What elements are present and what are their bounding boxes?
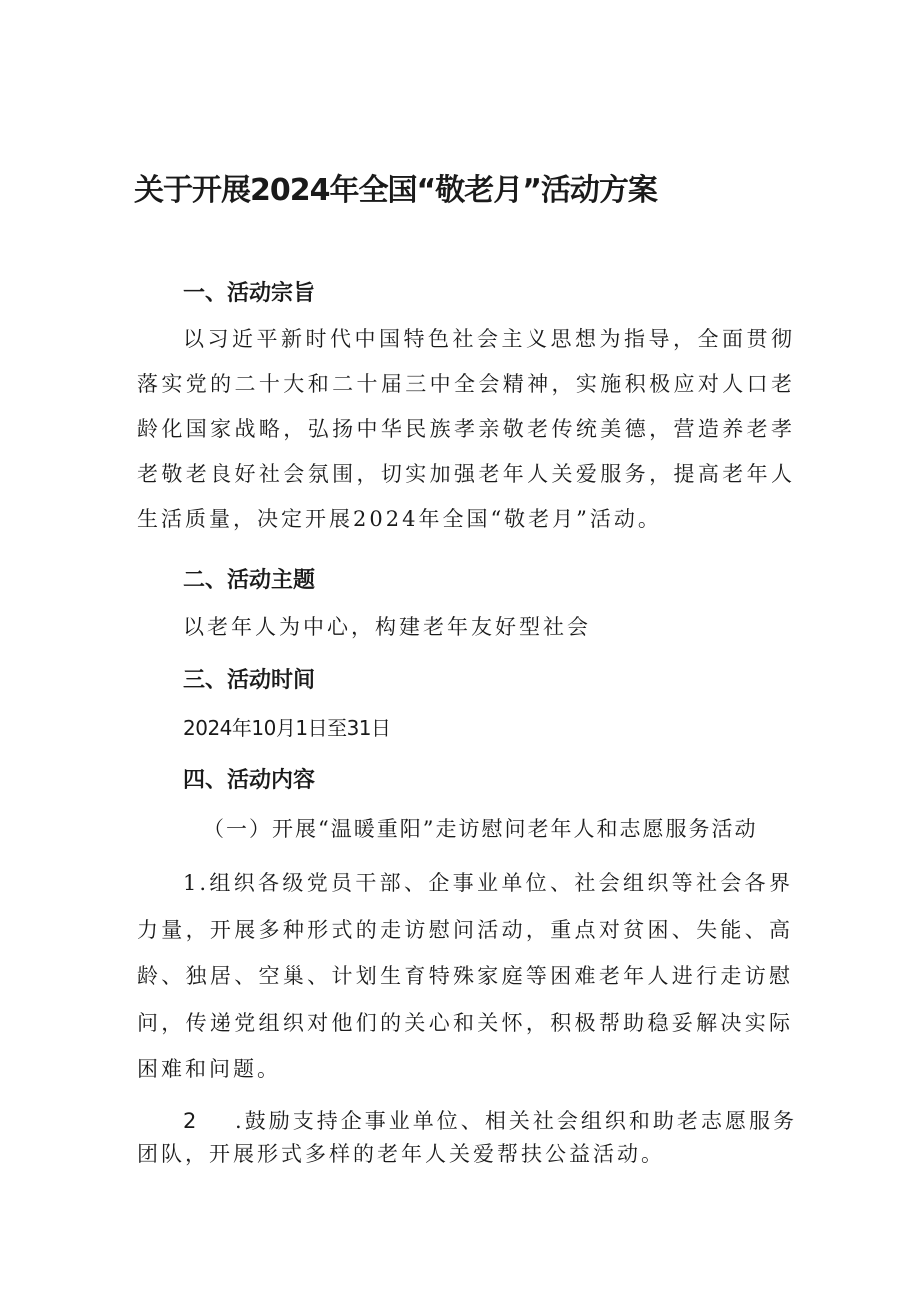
content-item-1: 1.组织各级党员干部、企事业单位、社会组织等社会各界力量，开展多种形式的走访慰问活动，重点对贫困、失能、高龄、独居、空巢、计划生育特殊家庭等困难老年人进行走访慰问，传递党组织对他们的关心和关怀，积极帮助稳妥解决实际困难和问题。 bbox=[137, 871, 793, 1081]
content-item-2 bbox=[137, 1105, 797, 1171]
section-heading-theme: 二、活动主题 bbox=[183, 568, 316, 593]
section-heading-time: 三、活动时间 bbox=[183, 668, 316, 693]
content-item-2-text: .鼓励支持企事业单位、相关社会组织和助老志愿服务团队，开展形式多样的老年人关爱帮扶公益活动。 bbox=[137, 1109, 797, 1166]
section-text-time: 2024年10月1日至31日 bbox=[183, 716, 391, 740]
section-text-theme: 以老年人为中心，构建老年友好型社会 bbox=[183, 615, 591, 639]
content-item-2-number: 2 bbox=[183, 1109, 200, 1133]
section-text-purpose: 以习近平新时代中国特色社会主义思想为指导，全面贯彻落实党的二十大和二十届三中全会精神，实施积极应对人口老龄化国家战略，弘扬中华民族孝亲敬老传统美德，营造养老孝老敬老良好社会氛围，切实加强老年人关爱服务，提高老年人生活质量，决定开展2024年全国“敬老月”活动。 bbox=[137, 327, 795, 531]
section-heading-content: 四、活动内容 bbox=[183, 768, 316, 793]
content-subheading: （一）开展“温暖重阳”走访慰问老年人和志愿服务活动 bbox=[203, 817, 758, 841]
section-heading-purpose: 一、活动宗旨 bbox=[183, 281, 316, 306]
document-title: 关于开展2024年全国“敬老月”活动方案 bbox=[134, 173, 657, 208]
